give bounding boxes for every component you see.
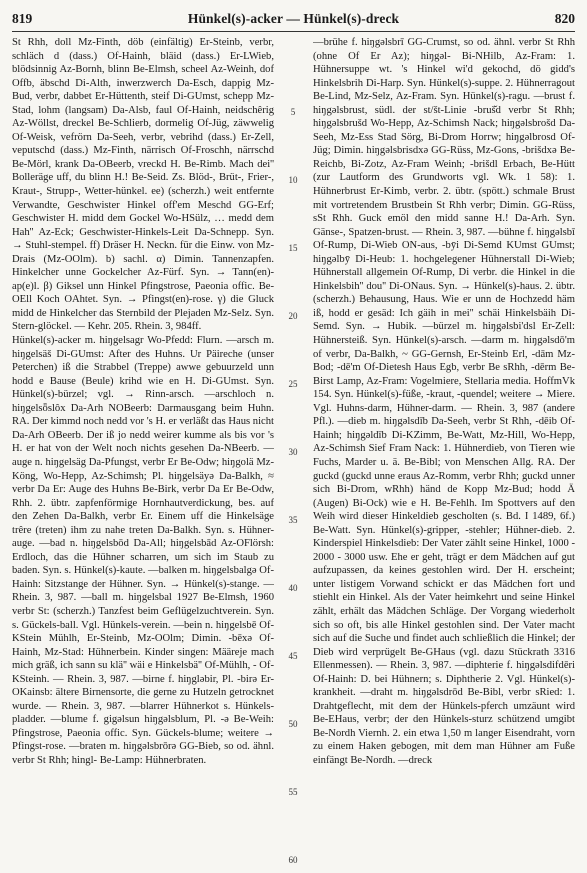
entry-paragraph: —brühe f. hiŋgəlsbrī GG-Crumst, so od. ähnl. verbr St Rhh (ohne Of Er Az); hiŋgəl- Bi-NHilb, Az-Fram: 1. Hühnersuppe wt. 's Hinkel wi'd gekochd, dö gidd's Hinkelsbrih Di-Harp. Syn. Hünkel(s)-suppe. 2. Hühnerragout Be-Lind, Mz-Selz, Az-Fram. Syn. Hünkel(s)-ragu. —brust f. hiŋgəlsbrust, südl. der st/št-Linie -bruš̌d verbr St Rhh; hiŋgəlsbrušd Wo-Hepp, Az-Schimsh Nack; hiŋgəlsbrošd Da-Seeh, Mz-Ess Stad Sörg, Bi-Drom Horrw; hiŋgəlbrosd Of-Jüg; Dimin. hiŋgəlsbrisdxə GG-Rüss, Mz-Gons, -brišdxə Be-Reichb, Bi-Zotz, Az-Fram Weinh; -brišdl Erbach, Be-Hütt (zur Lautform des Grundworts vgl. Wk. 1 58): 1. Hühnerbrust Er-Kimb, verbr. 2. übtr. (spött.) schmale Brust mit vortretendem Brustbein St Rhh verbr; Dimin. GG-Rüss, sSt Rhh. Guck emöl den midd sanne H.! Da-Arh. Syn. Gänse-, Spatzen-brust. — Rhein. 3, 987. —bühne f. hiŋgəlsbī Of-Rump, Di-Wieb ON-aus, -bȳi Di-Semd KUmst GUmst; hiŋgəlbȳ Di-Heub: 1. hochgelegener Hühnerstall Di-Wieb; Hühnerstall allgemein Of-Rump, Di verbr. die Hinkel in die Hinkelsbih'' dou'' Di-ONaus. Syn. → Hünkel(s)-haus. 2. übtr. (scherzh.) Behausung, Haus. Wie er unn de Hochzedd häm iß, hodd er gesäd: Ich gäih in mei'' schäi Hinkelsbäih Di-Semd. Syn. → Hubik. —bürzel m. hiŋgəlsbi'dsl Er-Zell: Hühnersteiß. Syn. Hünkel(s)-arsch. —darm m. hiŋgəlsdō'm of verbr, Da-Balkh, ~ GG-Gernsh, Er-Steinb Erl, -dām Mz-Bod; -dē'm Of-Dietesh Haus Egb, verbr Be sRhh, -dērm Be-Birst Lamp, Az-Fram: Vogelmiere, Stellaria media. HoffmVk 154. Syn. Hünkel(s)-füße, -kraut, -quendel; weitere → Miere. Vgl. Huhns-darm, Hühner-darm. — Rhein. 3, 987 (andere Pfl.). —dieb m. hiŋgəlsdīb Da-Seeh, verbr St Rhh, -dēib Of-Hainh; hiŋgəldīb Di-KZimm, Be-Watt, Mz-Hill, Wo-Hepp, Az-Schimsh Sief Fram Nack: 1. Hühnerdieb, von Tieren wie Fuchs, Marder u. ä. Be-Bibl; von Menschen Allg. RA. Der guckd (guckd unne eraus Az-Romm, verbr Rhh; guckd unner sich Bi-Drom, wRhh) händ de Kopp Mz-Bud; hodd Ä (Augen) Bi-Ock) wie e H. Be-Fehlh. Im Spottvers auf den Weih wird dieser Hinkeldieb gescholten (s. Bd. I 1489, 6f.) Be-Watt. Syn. Hünkel(s)-gripper, -stehler; Hühner-dieb. 2. Kinderspiel Hinkelsdieb: Der Vater zählt seine Hinkel, 1000 - 2000 - 3000 usw. Ehe er geht, trägt er dem Mädchen auf gut aufzupassen, da keines gestohlen wird. Der H. erscheint; unter listigem Vorwand schickt er das Mädchen fort und stiehlt ein Hinkel. Als der Vater heimkehrt und seine Hinkel zählt, erhält das Mädchen Schläge. Der Vorgang wiederholt sich so oft, bis alle Hinkel gestohlen sind. Der Vater macht sich auf die Suche und findet auch schließlich die Hinkel; der Dieb wird verprügelt Be-GHaus (vgl. dazu Stückrath 3316 Ellenmessen). — Rhein. 3, 987. —diphterie f. hiŋgəlsdifdēri Of-Hainh: D. bei Hühnern; s. Diphtherie 2. Vgl. Hünkel(s)-krankheit. —draht m. hiŋgəlsdrōd Be-Bibl, verbr sRied: 1. Drahtgeflecht, mit dem der Hünkels-pferch umzäunt wird Be-EHaus, verbr; der den Hünkels-sturz schützend umgibt Be-Nordh Viernh. 2. ein etwa 1,50 m langer Eisendraht, vorn zu einem Haken gebogen, mit dem man Hühner am Fuße einfängt Be-Nordh. —dreck (313, 37, 575, 766)
header-rule (12, 31, 575, 32)
line-number: 55 (288, 787, 298, 797)
line-number: 15 (288, 243, 298, 253)
line-number: 25 (288, 379, 298, 389)
line-number: 5 (290, 107, 296, 117)
line-number: 30 (288, 447, 298, 457)
line-number: 35 (288, 515, 298, 525)
page-header (12, 8, 575, 30)
line-number: 50 (288, 719, 298, 729)
line-number: 10 (288, 175, 298, 185)
line-number: 20 (288, 311, 298, 321)
entry-paragraph: Hünkel(s)-acker m. hiŋgelsagr Wo-Pfedd: Flurn. —arsch m. hiŋgelsäš Di-GUmst: After des Huhns. Ur Päireche (unser Peterchen) iß die Strabbel (Treppe) awwe gebuurzeld unn hodd e Bause (Beule) krihd wie en H. Di-GUmst. Syn. Hünkel(s)-bürzel; vgl. → Rinn-arsch. —arschloch n. hiŋgelsȫslôx Da-Arh NOBeerb: Darmausgang beim Huhn. RA. Der kimmd noch nedd vor 's H. er verläßt das Haus nicht Da-Arh OBeerb. Der iß jo nedd weirer kumme als bis vor 's H. er hat von der Welt noch nichts gesehen Da-NBeerb. —auge n. hiŋgelsäg Da-Pfungst, verbr Er Be-Odw; hiŋgolä Mz-Köng, Wo-Hepp, Az-Schimsh; Pl. hiŋgelsäyə Da-Balkh, ≈ verbr Da Er: Auge des Huhns Be-Birk, verbr Da Er Be-Odw, Rhh. 2. übtr. zapfenförmige Hornhautverdickung, bes. auf den Zehen Da-Balkh, verbr Er. Einem uff die Hinkelsäge trêre (treten) ihm zu nahe treten Da-Balkh. Syn. s. Hühner-auge. —bad n. hiŋgelsbōd Da-All; hiŋgelsbād Az-OFlörsh: Erdloch, das die Hühner scharren, um sich im Staub zu baden. Syn. s. Hünkel(s)-kaute. —balken m. hiŋgelsbalgə Of-Hainh: Sitzstange der Hühner. Syn. → Hünkel(s)-stange. — Rhein. 3, 987. —ball m. hiŋgelsbal 1927 Be-Elmsh, 1960 verbr St: (scherzh.) Tanzfest beim Geflügelzuchtverein. Syn. s. Gückels-ball. Vgl. Hünkels-verein. —bein n. hiŋgelsbē Of-KStein Mühlh, Er-Steinb, Mz-OOlm; Dimin. -bēxə Of-Hainh, Mz-Stad: Hühnerbein. Kinder singen: Määreje mach mich gräß, ich sann su klä'' wäi e Hinkelsbä'' Of-Mühlh, - Of-KSteinh. — Rhein. 3, 987. —birne f. hiŋgləbir, Pl. -birə Er-OKainsb: ältere Birnensorte, die gerne zu Hutzeln getrocknet wurde. — Rhein. 3, 987. —blarrer Hühnerkot s. Hünkels-pladder. —blume f. gigəlsun hiŋgəlsblum, Pl. -ə Be-Weih: Pfingstrose, Paeonia offic. Syn. Gückels-blume; weitere → Pfingst-rose. —braten m. hiŋgəlsbrōrə GG-Bieb, so od. ähnl. verbr St Rhh; hingl- Be-Lamp: Hühnerbraten. (12, 335, 274, 766)
line-number: 45 (288, 651, 298, 661)
line-number: 60 (288, 855, 298, 865)
left-column (12, 36, 274, 856)
right-column (313, 36, 575, 856)
page-number-right: 820 (554, 11, 575, 26)
entry-paragraph: St Rhh, doll Mz-Finth, döb (einfältig) Er-Steinb, verbr, schläch d (dass.) Of-Hainh, bläid (dass.) Er-LWieb, blödsinnig Az-Bornh, blinn Be-Elmsh, scheel Az-Weinh, dof Offb, äbschd Di-Alth, inwerzwerch Da-Esch, dappig Mz-Bud, verbr, dabbet Er-Hüttenth, steif Di-GUmst, schepp Mz-Stad, lohm (langsam) Da-Alsb, faul Of-Hainh, neidschêrig Az-Wöllst, dreckel Be-Schlierb, dormelig Of-Jüg, zäwwelig Of-Weisk, vefrörn Da-Seeh, verbr, vebrihd (dass.) Er-Zell, veputschd (dass.) Mz-Finth, närrisch Of-Froschh, närrschd Be-Mörl, krank Da-OBeerb, vreckd H. Be-Rimb. Mach dei'' Bolleräge uff, du blinn H.! Be-Seid. Zs. Blöd-, Brüt-, Frier-, Kraut-, Strupp-, Wetter-hünkel. ee) (scherzh.) weit entfernte Verwandte, Geschwister Hinkel off'em Meschd GG-Erf; Geschwister H. midd dem Gockel Wo-HSülz, … medd dem Hah'' Az-Eck; Geschwister-Hinkels-Leit Da-Schnepp. Syn. → Stuhl-stempel. ff) Dräser H. Neckn. für die Einw. von Mz-Drais (Mz-OOlm). b) sachl. α) Dimin. Tannenzapfen. Hinkelcher unne Gockelcher Az-Fürf. Syn. → Tann(en)-ap(e)l. β) Giksel unn Hinkel Pfingstrose, Paeonia offic. Be-OEll Koch OAhtet. Syn. → Pfingst(en)-rose. γ) die Gluck midd de Hinkelcher das Sternbild der Plejaden Mz-Selz. Syn. Stern-glöckel. — Kehr. 205. Rhein. 3, 984ff. (12, 37, 274, 333)
page-number-left: 819 (12, 11, 33, 26)
page-title: Hünkel(s)-acker — Hünkel(s)-dreck (187, 11, 400, 26)
line-number-gutter (282, 36, 304, 865)
line-number: 40 (288, 583, 298, 593)
